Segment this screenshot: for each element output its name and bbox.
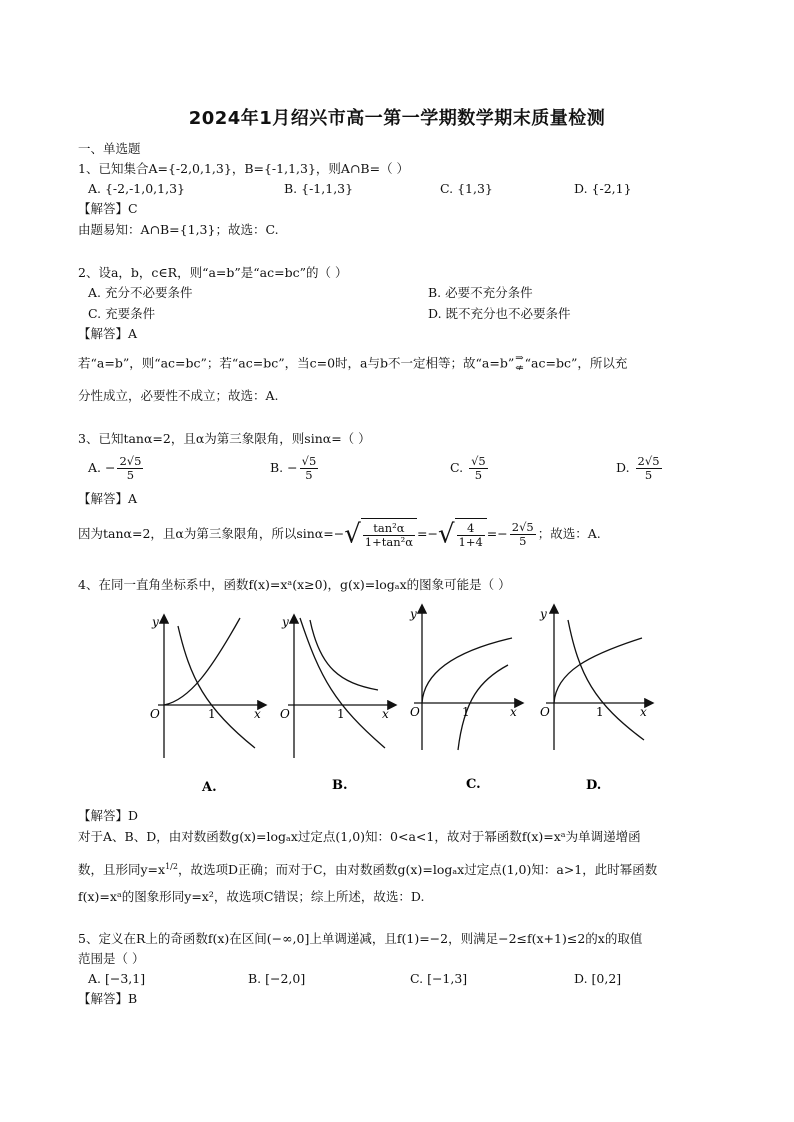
q5-option-b: B. [−2,0] bbox=[248, 971, 306, 986]
svg-text:O: O bbox=[410, 705, 420, 719]
q1-stem: 1、已知集合A={-2,0,1,3}，B={-1,1,3}，则A∩B=（ ） bbox=[78, 161, 410, 176]
graph-c bbox=[400, 600, 530, 796]
q1-answer: 【解答】C bbox=[78, 201, 138, 216]
implication-arrows bbox=[515, 354, 523, 374]
graph-b-label: B. bbox=[332, 778, 348, 793]
q2-option-a: A. 充分不必要条件 bbox=[88, 285, 193, 300]
q3-explanation: 因为tanα=2，且α为第三象限角，所以sinα=−√ $\frac{\text{tan²α}}{\text{1+tan²α}}$ =−√ $\frac{4}{1+4}$ =− $\frac{2√5}{5}$ ；故选：A. bbox=[78, 519, 601, 550]
svg-text:x: x bbox=[510, 705, 517, 719]
q4-stem: 4、在同一直角坐标系中，函数f(x)=xᵃ(x≥0)，g(x)=logₐx的图象可能是（ ） bbox=[78, 577, 511, 592]
origin-label: O bbox=[150, 707, 160, 721]
q2-stem: 2、设a，b，c∈R，则“a=b”是“ac=bc”的（ ） bbox=[78, 265, 348, 280]
x-label: x bbox=[254, 707, 261, 721]
power-curve bbox=[554, 638, 642, 703]
svg-text:y: y bbox=[410, 607, 417, 621]
svg-text:1: 1 bbox=[462, 705, 470, 719]
svg-text:y: y bbox=[282, 615, 289, 629]
svg-text:x: x bbox=[640, 705, 647, 719]
power-curve bbox=[310, 620, 378, 690]
q1-option-b: B. {-1,1,3} bbox=[284, 181, 354, 196]
graph-c-label: C. bbox=[466, 777, 481, 792]
log-curve bbox=[300, 618, 385, 748]
q2-option-b: B. 必要不充分条件 bbox=[428, 285, 533, 300]
graph-b bbox=[280, 608, 400, 798]
graph-d bbox=[534, 600, 664, 796]
q5-option-c: C. [−1,3] bbox=[410, 971, 468, 986]
section-heading: 一、单选题 bbox=[78, 141, 141, 156]
graph-a-label: A. bbox=[202, 780, 217, 795]
implies-arrow: ⇒ bbox=[515, 353, 524, 364]
q4-explanation-line3: f(x)=xᵃ的图象形同y=x²，故选项C错误；综上所述，故选：D. bbox=[78, 889, 425, 904]
q2-explain-part1: 若“a=b”，则“ac=bc”；若“ac=bc”，当c=0时，a与b不一定相等；故“a=b” bbox=[78, 355, 515, 371]
graph-d-label: D. bbox=[586, 778, 602, 793]
q2-answer: 【解答】A bbox=[78, 326, 138, 341]
svg-text:x: x bbox=[382, 707, 389, 721]
y-label: y bbox=[152, 615, 159, 629]
q1-explanation: 由题易知：A∩B={1,3}；故选：C. bbox=[78, 222, 279, 237]
log-curve bbox=[568, 620, 644, 740]
q3-answer: 【解答】A bbox=[78, 491, 138, 506]
q2-explanation-line2: 分性成立，必要性不成立；故选：A. bbox=[78, 388, 279, 403]
q2-option-d: D. 既不充分也不必要条件 bbox=[428, 306, 571, 321]
svg-text:y: y bbox=[540, 607, 547, 621]
q1-option-c: C. {1,3} bbox=[440, 181, 493, 196]
q4-explanation-line1: 对于A、B、D，由对数函数g(x)=logₐx过定点(1,0)知：0<a<1，故对于幂函数f(x)=xᵃ为单调递增函 bbox=[78, 829, 641, 844]
q5-answer: 【解答】B bbox=[78, 991, 138, 1006]
q2-option-c: C. 充要条件 bbox=[88, 306, 156, 321]
q3-option-a: A. − $\frac{2√5}{5}$ bbox=[88, 454, 142, 482]
q1-option-d: D. {-2,1} bbox=[574, 181, 632, 196]
log-curve bbox=[178, 626, 255, 748]
graph-a bbox=[150, 608, 270, 798]
page-title: 2024年1月绍兴市高一第一学期数学期末质量检测 bbox=[188, 108, 606, 129]
q5-stem-line1: 5、定义在R上的奇函数f(x)在区间(−∞,0]上单调递减，且f(1)=−2，则满足−2≤f(x+1)≤2的x的取值 bbox=[78, 931, 643, 946]
q4-answer: 【解答】D bbox=[78, 808, 139, 823]
q3-option-b: B. − $\frac{√5}{5}$ bbox=[270, 454, 317, 482]
q3-option-d: D. $\frac{2√5}{5}$ bbox=[616, 454, 660, 482]
svg-text:1: 1 bbox=[337, 707, 345, 721]
q3-stem: 3、已知tanα=2，且α为第三象限角，则sinα=（ ） bbox=[78, 431, 371, 446]
q5-option-a: A. [−3,1] bbox=[88, 971, 146, 986]
q1-option-a: A. {-2,-1,0,1,3} bbox=[88, 181, 185, 196]
svg-text:O: O bbox=[280, 707, 290, 721]
svg-text:1: 1 bbox=[596, 705, 604, 719]
not-implied-arrow: ⇍ bbox=[515, 363, 524, 374]
q3-option-c: C. $\frac{√5}{5}$ bbox=[450, 454, 486, 482]
q5-stem-line2: 范围是（ ） bbox=[78, 951, 145, 966]
q2-explanation-line1 bbox=[78, 354, 627, 374]
one-label: 1 bbox=[208, 707, 216, 721]
q2-explain-part2: “ac=bc”，所以充 bbox=[524, 355, 628, 371]
q5-option-d: D. [0,2] bbox=[574, 971, 622, 986]
svg-text:O: O bbox=[540, 705, 550, 719]
q4-explanation-line2: 数，且形同$y=x^{1/2}$，故选项D正确；而对于C，由对数函数g(x)=logₐx过定点(1,0)知：a>1，此时幂函数 bbox=[78, 862, 658, 878]
